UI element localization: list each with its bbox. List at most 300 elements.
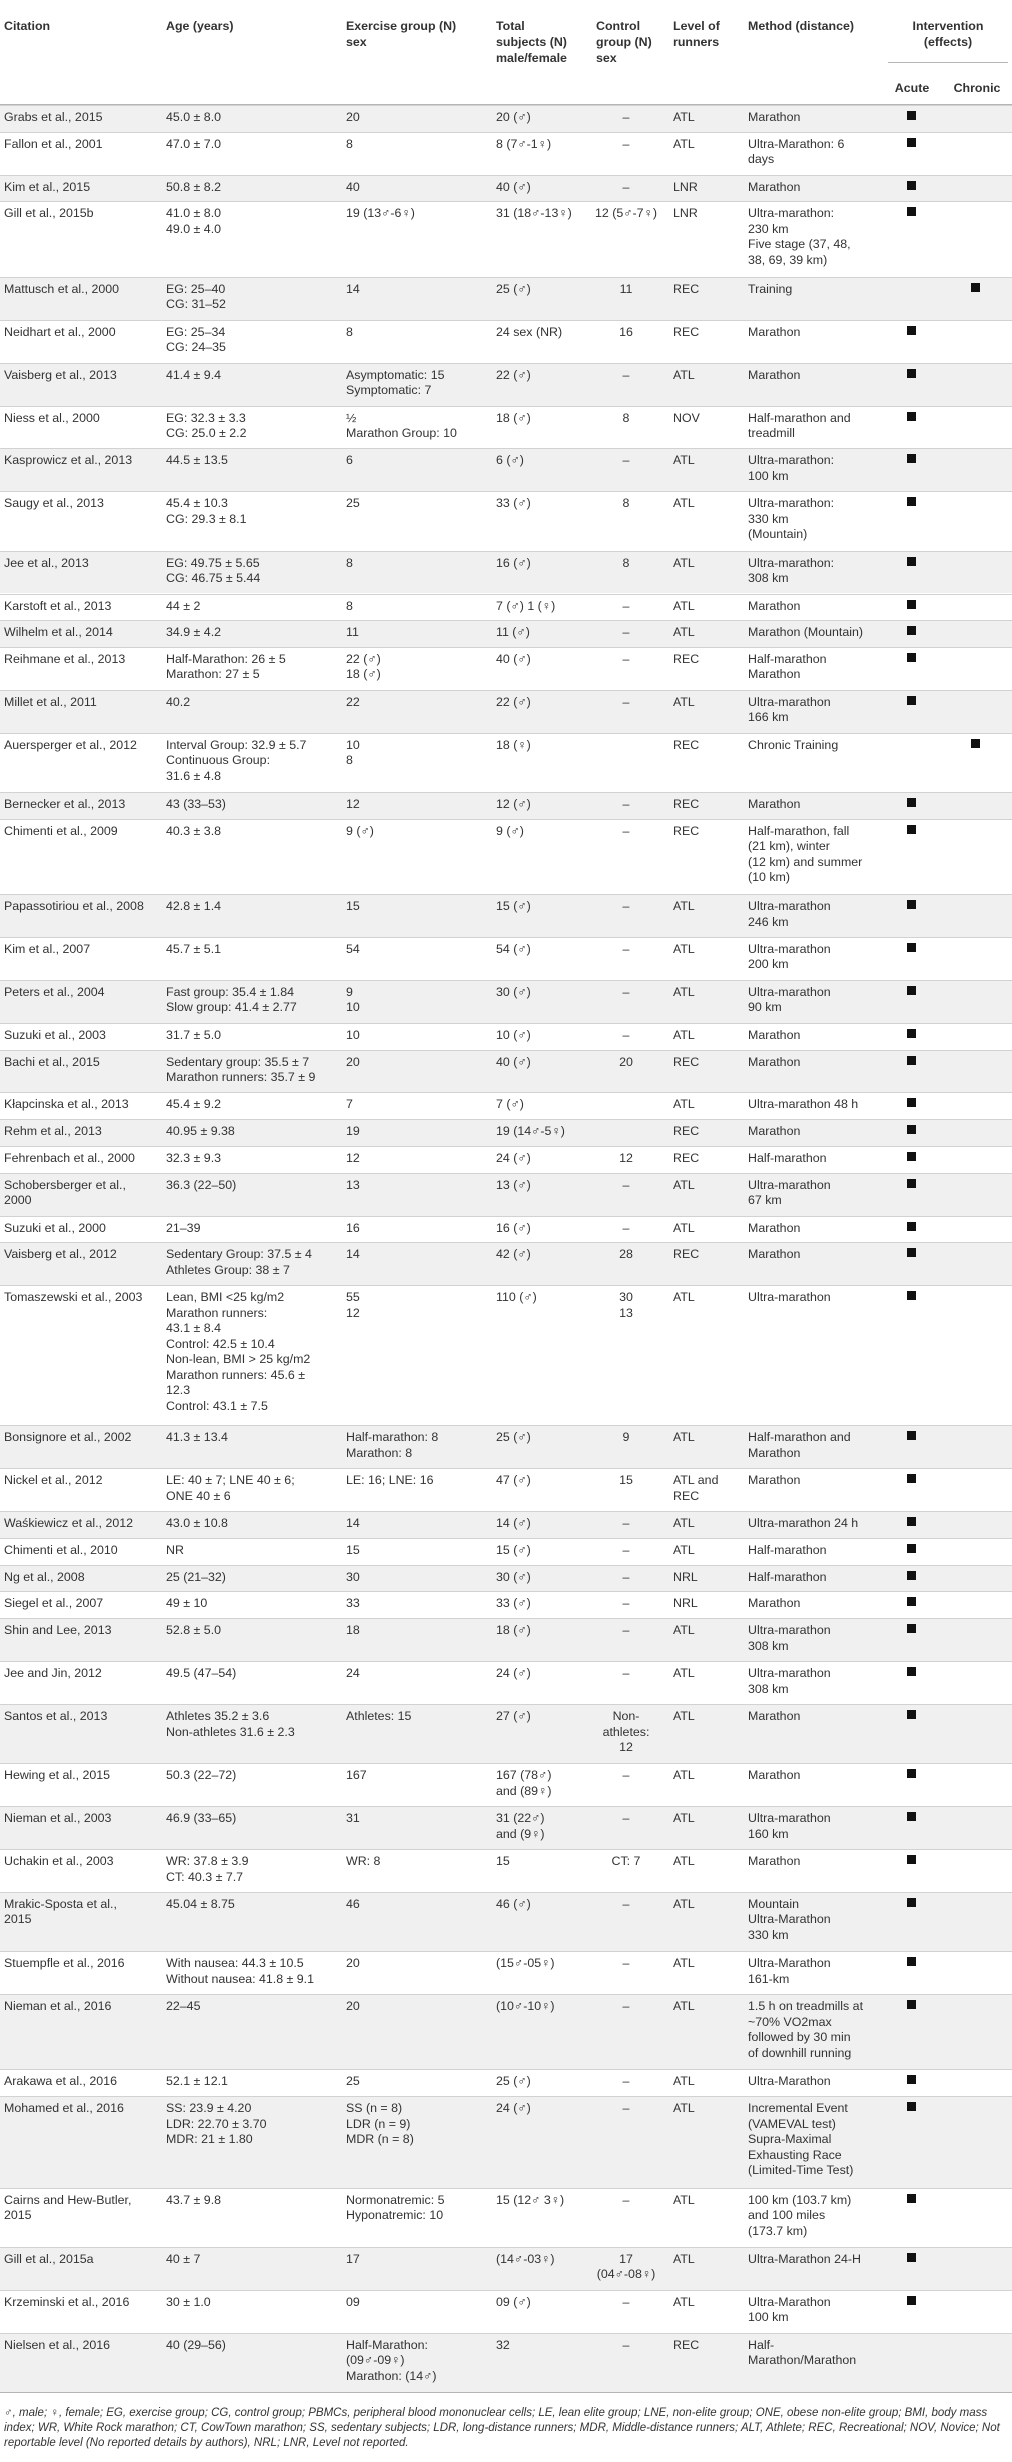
chronic-effect-marker [971, 739, 980, 748]
level-cell-line: ATL [673, 899, 695, 914]
acute-effect-marker [907, 798, 916, 807]
control-group-cell [590, 1709, 662, 1756]
exercise-group-cell-line: 10 [346, 1027, 360, 1042]
citation-cell [4, 1666, 102, 1682]
total-subjects-cell [496, 137, 551, 153]
method-cell-line: of downhill running [748, 2045, 852, 2060]
method-cell [748, 824, 862, 886]
control-group-cell-line: CT: 7 [611, 1854, 641, 1869]
table-row [0, 1565, 1012, 1592]
method-cell [748, 180, 800, 196]
method-cell [748, 325, 800, 341]
exercise-group-cell-line: ½ [346, 410, 357, 425]
table-row [0, 1216, 1012, 1243]
exercise-group-cell-line: Asymptomatic: 15 [346, 367, 445, 382]
table-row [0, 1511, 1012, 1538]
control-group-cell-line: 11 [619, 281, 633, 296]
age-cell [166, 599, 200, 615]
level-cell-line: REC [673, 823, 700, 838]
table-row [0, 132, 1012, 175]
level-cell-line: ATL [673, 2294, 695, 2309]
total-subjects-cell [496, 1897, 531, 1913]
citation-cell-line: Ng et al., 2008 [4, 1569, 85, 1584]
total-subjects-cell [496, 206, 572, 222]
level-cell [673, 1854, 695, 1870]
age-cell-line: 22–45 [166, 1999, 201, 2014]
exercise-group-cell [346, 1543, 360, 1559]
exercise-group-cell-line: 15 [346, 899, 360, 914]
method-cell-line: (VAMEVAL test) [748, 2116, 836, 2131]
age-cell [166, 1709, 295, 1740]
method-cell [748, 942, 831, 973]
method-cell-line: Ultra-marathon: [748, 555, 835, 570]
total-subjects-cell [496, 1854, 510, 1870]
control-group-cell [590, 282, 662, 298]
total-subjects-cell-line: 25 (♂) [496, 281, 531, 296]
citation-cell-line: Rehm et al., 2013 [4, 1124, 102, 1139]
exercise-group-cell-line: 17 [346, 2251, 360, 2266]
exercise-group-cell-line: 30 [346, 1569, 360, 1584]
method-cell [748, 1570, 827, 1586]
control-group-cell [590, 206, 662, 222]
method-cell [748, 1221, 800, 1237]
table-row [0, 937, 1012, 980]
level-cell-line: ATL [673, 1623, 695, 1638]
total-subjects-cell-line: (14♂-03♀) [496, 2251, 555, 2266]
exercise-group-cell-line: 6 [346, 453, 353, 468]
table-row [0, 551, 1012, 594]
level-cell-line: ATL [673, 1709, 695, 1723]
method-cell [748, 282, 792, 298]
level-cell-line: ATL [673, 2101, 695, 2116]
exercise-group-cell [346, 1247, 360, 1263]
age-cell-line: 40.2 [166, 694, 191, 709]
control-group-cell [590, 1178, 662, 1194]
citation-cell-line: Jee and Jin, 2012 [4, 1666, 102, 1681]
exercise-group-cell-line: 9 [346, 984, 353, 999]
exercise-group-cell [346, 899, 360, 915]
age-cell [166, 1897, 235, 1913]
method-cell-line: 330 km [748, 1927, 789, 1942]
age-cell-line: 49.0 ± 4.0 [166, 221, 222, 236]
table-row [0, 363, 1012, 406]
level-cell [673, 1473, 718, 1504]
total-subjects-cell-line: 11 (♂) [496, 625, 530, 640]
age-cell [166, 1097, 221, 1113]
method-cell [748, 1854, 800, 1870]
level-cell-line: ATL [673, 1956, 695, 1971]
chronic-effect-marker [971, 283, 980, 292]
age-cell [166, 652, 286, 683]
total-subjects-cell-line: 12 (♂) [496, 796, 531, 811]
citation-cell-line: Fehrenbach et al., 2000 [4, 1150, 135, 1165]
acute-effect-marker [907, 1544, 916, 1553]
method-cell [748, 2252, 861, 2268]
control-group-cell [590, 2193, 662, 2209]
level-cell-line: ATL [673, 136, 695, 151]
total-subjects-cell-line: 09 (♂) [496, 2294, 531, 2309]
age-cell-line: 40 ± 7 [166, 2251, 201, 2266]
method-cell-line: Five stage (37, 48, [748, 237, 851, 252]
method-cell [748, 110, 800, 126]
control-group-cell-line: – [622, 984, 630, 999]
table-row [0, 406, 1012, 449]
acute-effect-marker [907, 2194, 916, 2203]
age-cell-line: 52.1 ± 12.1 [166, 2074, 228, 2089]
acute-effect-marker [907, 497, 916, 506]
level-cell-line: ATL [673, 1290, 695, 1305]
table-row [0, 1468, 1012, 1511]
citation-cell [4, 1956, 125, 1972]
level-cell-line: ATL [673, 1666, 695, 1681]
exercise-group-cell-line: Hyponatremic: 10 [346, 2208, 444, 2223]
exercise-group-cell [346, 1596, 360, 1612]
table-footnote: ♂, male; ♀, female; EG, exercise group; CG, control group; PBMCs, peripheral blood mononuclear cells; LE, lean elite group; LNE, non-elite group; ONE, obese non-elite group; BMI, body mass index; WR, White Rock marathon; CT, CowTown marathon; SS, sedentary subjects; LDR, long-distance runners; MDR, Middle-distance runners; ALT, Athlete; REC, Recreational; NOV, Novice; Not reportable level (No reported details by authors), NRL; LNR, Level not reported. [4, 2407, 1000, 2449]
header-method: Method (distance) [748, 19, 855, 33]
method-cell-line: 38, 69, 39 km) [748, 252, 828, 267]
acute-effect-marker [907, 1029, 916, 1038]
header-intervention-1: Intervention [912, 19, 984, 33]
method-cell [748, 1956, 831, 1987]
level-cell-line: ATL [673, 1999, 695, 2014]
citation-cell-line: Bachi et al., 2015 [4, 1054, 100, 1069]
level-cell [673, 496, 695, 512]
total-subjects-cell-line: 40 (♂) [496, 179, 531, 194]
age-cell [166, 110, 221, 126]
citation-cell-line: Siegel et al., 2007 [4, 1596, 104, 1611]
age-cell-line: 45.0 ± 8.0 [166, 110, 222, 124]
exercise-group-cell-line: 15 [346, 1543, 360, 1558]
total-subjects-cell-line: 14 (♂) [496, 1516, 531, 1531]
exercise-group-cell [346, 1124, 360, 1140]
total-subjects-cell [496, 1666, 531, 1682]
exercise-group-cell-line: SS (n = 8) [346, 2101, 403, 2116]
citation-cell [4, 985, 105, 1001]
control-group-cell [590, 2074, 662, 2090]
total-subjects-cell-line: 20 (♂) [496, 110, 531, 124]
control-group-cell [590, 2338, 662, 2354]
method-cell [748, 137, 844, 168]
level-cell [673, 1623, 695, 1639]
exercise-group-cell-line: 12 [346, 1305, 360, 1320]
age-cell [166, 1854, 249, 1885]
level-cell [673, 1247, 699, 1263]
method-cell [748, 1811, 831, 1842]
method-cell [748, 1290, 831, 1306]
total-subjects-cell-line: 31 (22♂) [496, 1811, 545, 1826]
total-subjects-cell-line: 167 (78♂) [496, 1768, 552, 1783]
exercise-group-cell [346, 137, 353, 153]
method-cell-line: treadmill [748, 426, 795, 441]
citation-cell-line: Tomaszewski et al., 2003 [4, 1290, 143, 1305]
citation-cell-line: Chimenti et al., 2010 [4, 1543, 118, 1558]
exercise-group-cell [346, 1290, 360, 1321]
control-group-cell-line: – [622, 1220, 630, 1235]
citation-cell [4, 738, 137, 754]
level-cell-line: ATL [673, 598, 695, 613]
citation-cell [4, 599, 111, 615]
method-cell-line: Half-marathon and [748, 1430, 851, 1445]
total-subjects-cell-line: 46 (♂) [496, 1896, 531, 1911]
age-cell-line: 47.0 ± 7.0 [166, 136, 222, 151]
total-subjects-cell [496, 453, 524, 469]
acute-effect-marker [907, 1957, 916, 1966]
total-subjects-cell [496, 1596, 531, 1612]
total-subjects-cell [496, 411, 531, 427]
total-subjects-cell-line: 25 (♂) [496, 2074, 531, 2089]
exercise-group-cell [346, 1178, 360, 1194]
level-cell [673, 1543, 695, 1559]
table-row [0, 491, 1012, 550]
age-cell-line: Continuous Group: [166, 753, 271, 768]
citation-cell-line: 2015 [4, 1912, 32, 1927]
level-cell [673, 325, 699, 341]
total-subjects-cell [496, 1956, 555, 1972]
age-cell [166, 206, 221, 237]
method-cell-line: Ultra-marathon [748, 1811, 831, 1826]
level-cell-line: ATL [673, 2192, 695, 2207]
control-group-cell-line: – [622, 651, 630, 666]
citation-cell [4, 282, 119, 298]
method-cell [748, 411, 851, 442]
method-cell-line: 330 km [748, 511, 789, 526]
header-total-1: Total [496, 19, 525, 33]
total-subjects-cell-line: 18 (♂) [496, 1623, 531, 1638]
control-group-cell [590, 325, 662, 341]
control-group-cell-line: 9 [622, 1430, 630, 1445]
citation-cell-line: Saugy et al., 2013 [4, 496, 104, 511]
level-cell-line: ATL [673, 1896, 695, 1911]
exercise-group-cell-line: Marathon: (14♂) [346, 2368, 437, 2383]
method-cell-line: 90 km [748, 1000, 782, 1015]
age-cell [166, 1124, 235, 1140]
citation-cell [4, 411, 100, 427]
method-cell [748, 1897, 831, 1944]
acute-effect-marker [907, 1248, 916, 1257]
exercise-group-cell [346, 1221, 360, 1237]
age-cell-line: CG: 25.0 ± 2.2 [166, 426, 247, 441]
acute-effect-marker [907, 1667, 916, 1676]
exercise-group-cell [346, 2193, 444, 2224]
citation-cell [4, 695, 97, 711]
age-cell-line: 21–39 [166, 1220, 201, 1235]
citation-cell [4, 1221, 106, 1237]
age-cell-line: 52.8 ± 5.0 [166, 1623, 222, 1638]
control-group-cell-line: 12 (5♂-7♀) [595, 206, 657, 221]
total-subjects-cell-line: and (9♀) [496, 1826, 545, 1841]
method-cell-line: Marathon [748, 1596, 801, 1611]
method-cell [748, 1623, 831, 1654]
control-group-cell-line: – [622, 367, 630, 382]
level-cell [673, 1221, 695, 1237]
method-cell [748, 695, 831, 726]
citation-cell-line: 2000 [4, 1193, 32, 1208]
exercise-group-cell-line: Half-Marathon: [346, 2337, 428, 2352]
age-cell-line: LE: 40 ± 7; LNE 40 ± 6; [166, 1473, 295, 1488]
control-group-cell-line: – [622, 598, 630, 613]
table-row [0, 1892, 1012, 1951]
citation-cell [4, 1543, 118, 1559]
control-group-cell [590, 1430, 662, 1446]
method-cell-line: 308 km [748, 1681, 789, 1696]
level-cell-line: NRL [673, 1569, 698, 1584]
control-group-cell-line: 28 [619, 1247, 633, 1262]
age-cell-line: 43 (33–53) [166, 796, 226, 811]
acute-effect-marker [907, 2102, 916, 2111]
acute-effect-marker [907, 2253, 916, 2262]
header-level-2: runners [673, 35, 720, 49]
control-group-cell-line: – [622, 899, 630, 914]
acute-effect-marker [907, 696, 916, 705]
acute-effect-marker [907, 2296, 916, 2305]
exercise-group-cell [346, 368, 444, 399]
method-cell [748, 206, 851, 268]
level-cell-line: REC [673, 737, 700, 752]
method-cell-line: Marathon [748, 598, 801, 613]
age-cell [166, 2101, 266, 2148]
exercise-group-cell-line: 20 [346, 1999, 360, 2014]
citation-cell [4, 2193, 131, 2224]
total-subjects-cell-line: 18 (♀) [496, 737, 531, 752]
table-row [0, 1849, 1012, 1892]
header-control-1: Control [596, 19, 641, 33]
total-subjects-cell-line: 15 (12♂ 3♀) [496, 2192, 565, 2207]
level-cell-line: LNR [673, 206, 698, 221]
level-cell [673, 599, 695, 615]
method-cell-line: 308 km [748, 1638, 789, 1653]
citation-cell-line: Mohamed et al., 2016 [4, 2101, 124, 2116]
exercise-group-cell-line: 20 [346, 1054, 360, 1069]
control-group-cell [590, 1290, 662, 1321]
age-cell-line: 45.4 ± 10.3 [166, 496, 228, 511]
control-group-cell-line: – [622, 1956, 630, 1971]
method-cell-line: 246 km [748, 914, 789, 929]
control-group-cell-line: 30 [619, 1290, 633, 1305]
age-cell-line: 46.9 (33–65) [166, 1811, 237, 1826]
age-cell-line: CG: 31–52 [166, 297, 226, 312]
age-cell-line: CG: 46.75 ± 5.44 [166, 571, 261, 586]
age-cell [166, 1221, 200, 1237]
total-subjects-cell [496, 2295, 531, 2311]
exercise-group-cell-line: 20 [346, 110, 360, 124]
total-subjects-cell [496, 625, 530, 641]
exercise-group-cell [346, 110, 360, 126]
citation-cell [4, 652, 125, 668]
age-cell [166, 411, 247, 442]
age-cell-line: 44.5 ± 13.5 [166, 453, 228, 468]
level-cell [673, 411, 700, 427]
acute-effect-marker [907, 1222, 916, 1231]
level-cell [673, 1596, 698, 1612]
exercise-group-cell-line: 14 [346, 1516, 360, 1531]
total-subjects-cell [496, 1543, 531, 1559]
age-cell [166, 625, 221, 641]
age-cell [166, 1768, 236, 1784]
level-cell-line: REC [673, 1247, 700, 1262]
age-cell [166, 2338, 226, 2354]
control-group-cell [590, 899, 662, 915]
citation-cell-line: Fallon et al., 2001 [4, 136, 103, 151]
method-cell-line: (173.7 km) [748, 2223, 808, 2238]
citation-cell [4, 180, 90, 196]
total-subjects-cell-line: 15 [496, 1854, 510, 1869]
age-cell-line: 45.4 ± 9.2 [166, 1097, 222, 1112]
total-subjects-cell [496, 110, 531, 126]
method-cell-line: Marathon [748, 667, 801, 682]
method-cell-line: 308 km [748, 571, 789, 586]
total-subjects-cell [496, 1178, 531, 1194]
level-cell-line: REC [673, 324, 700, 339]
acute-effect-marker [907, 825, 916, 834]
age-cell-line: NR [166, 1543, 184, 1558]
total-subjects-cell-line: (15♂-05♀) [496, 1956, 555, 1971]
exercise-group-cell-line: 13 [346, 1177, 360, 1192]
control-group-cell-line: 15 [619, 1473, 633, 1488]
method-cell [748, 2338, 856, 2369]
method-cell [748, 1473, 800, 1489]
control-group-cell [590, 110, 662, 126]
citation-cell [4, 2295, 129, 2311]
age-cell-line: SS: 23.9 ± 4.20 [166, 2101, 252, 2116]
citation-cell-line: Bonsignore et al., 2002 [4, 1430, 132, 1445]
control-group-cell-line: – [622, 1811, 630, 1826]
method-cell [748, 899, 831, 930]
table-row [0, 2188, 1012, 2247]
method-cell-line: Marathon [748, 1247, 801, 1262]
level-cell [673, 1570, 698, 1586]
total-subjects-cell [496, 368, 531, 384]
method-cell [748, 368, 800, 384]
method-cell-line: Training [748, 281, 793, 296]
citation-cell [4, 824, 118, 840]
level-cell-line: ATL [673, 1811, 695, 1826]
level-cell-line: ATL and [673, 1473, 719, 1488]
table-row [0, 690, 1012, 733]
total-subjects-cell [496, 824, 524, 840]
age-cell-line: Sedentary Group: 37.5 ± 4 [166, 1247, 312, 1262]
exercise-group-cell-line: 16 [346, 1220, 360, 1235]
table-row [0, 894, 1012, 937]
control-group-cell-line: 13 [619, 1305, 633, 1320]
exercise-group-cell [346, 652, 381, 683]
total-subjects-cell-line: 15 (♂) [496, 899, 531, 914]
header-exercise-group-2: sex [346, 35, 367, 49]
age-cell-line: 43.7 ± 9.8 [166, 2192, 222, 2207]
citation-cell [4, 2101, 124, 2117]
method-cell-line: Ultra-marathon 24 h [748, 1516, 859, 1531]
table-row [0, 175, 1012, 202]
header-total-2: subjects (N) [496, 35, 567, 49]
exercise-group-cell-line: Half-marathon: 8 [346, 1430, 439, 1445]
table-row [0, 1618, 1012, 1661]
total-subjects-cell [496, 652, 531, 668]
exercise-group-cell [346, 2252, 360, 2268]
exercise-group-cell [346, 1516, 360, 1532]
age-cell [166, 1473, 295, 1504]
total-subjects-cell [496, 282, 531, 298]
control-group-cell-line: – [622, 941, 630, 956]
age-cell-line: Athletes 35.2 ± 3.6 [166, 1709, 270, 1723]
age-cell-line: 50.3 (22–72) [166, 1768, 237, 1783]
level-cell [673, 1666, 695, 1682]
total-subjects-cell-line: 15 (♂) [496, 1543, 531, 1558]
method-cell [748, 1028, 800, 1044]
method-cell-line: (10 km) [748, 870, 790, 885]
control-group-cell-line: Non- [612, 1709, 640, 1723]
table-row [0, 2247, 1012, 2290]
total-subjects-cell-line: 18 (♂) [496, 410, 531, 425]
citation-cell-line: Uchakin et al., 2003 [4, 1854, 114, 1869]
